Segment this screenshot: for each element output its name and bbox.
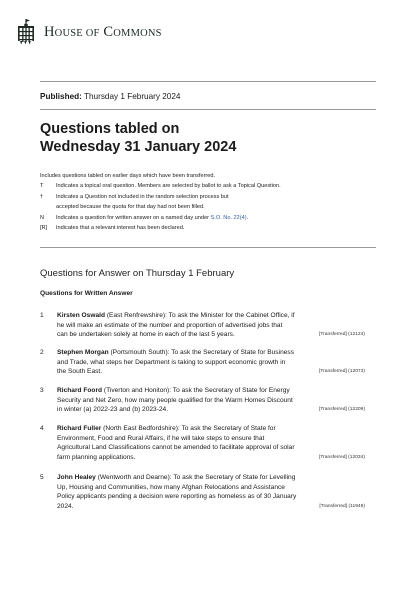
constituency: (North East Bedfordshire): [101,425,182,432]
question-text: Richard Fuller (North East Bedfordshire): To ask the Secretary of State for Environment, Food and Rural Affairs, if he will take steps to ensure that Agricultural Land Classifications cannot be amended to facilitate approval of solar farm planning applications. [Transferred] (12034) [57,425,365,462]
section-divider [40,247,376,248]
constituency: (Portsmouth South): [108,349,172,356]
question-reference: [Transferred] (12124) [318,332,365,338]
legend-item [40,213,281,224]
question-reference: [Transferred] (11949) [319,504,365,510]
constituency: (Tiverton and Honiton): [102,387,173,394]
legend-text: Indicates a topical oral question. Members are selected by ballot to ask a Topical Question. [56,183,281,189]
question-number: 4 [40,425,44,432]
member-name: Richard Fuller [57,425,102,432]
legend-symbol: T [40,183,44,189]
legend-item [40,223,281,234]
question-number: 3 [40,387,44,394]
question-text: Richard Foord (Tiverton and Honiton): To ask the Secretary of State for Energy Security and Net Zero, how many people qualified for the Warm Homes Discount in winter (a) 2022-23 and (b) 2023-24. [Transferred] (12209) [57,387,365,414]
published-divider [40,109,376,110]
question-reference: [Transferred] (12073) [318,369,365,375]
constituency: (East Renfrewshire): [105,312,169,319]
question-number: 2 [40,349,44,356]
member-name: John Healey [57,474,96,481]
legend-text-continuation: accepted because the quota for that day had not been filled. [56,204,205,211]
question-text: Kirsten Oswald (East Renfrewshire): To ask the Minister for the Cabinet Office, if he will make an estimate of the number and proportion of advertised jobs that can be undertaken solely at home in each of the last 5 years. [Transferred] (12124) [57,312,365,339]
portcullis-icon [16,19,36,45]
question-reference: [Transferred] (12209) [318,407,365,413]
question-text: Stephen Morgan (Portsmouth South): To ask the Secretary of State for Business and Trade, what steps her Department is taking to support economic growth in the South East. [Transferred] (12073) [57,349,365,376]
published-date: Thursday 1 February 2024 [81,92,181,101]
member-name: Richard Foord [57,387,103,394]
legend-symbol: [R] [40,225,48,232]
standing-order-link[interactable]: S.O. No. 22(4) [210,214,247,221]
legend-item [40,181,281,192]
question-text: John Healey (Wentworth and Dearne): To ask the Secretary of State for Levelling Up, Housing and Communities, how many Afghan Relocations and Assistance Policy applicants pending a decision were reporting as homeless as of 30 January 2024. [Transferred] (11949) [57,474,365,511]
question-item [40,311,365,340]
top-divider [40,81,376,82]
constituency: (Wentworth and Dearne): [95,474,174,481]
intro-text: Includes questions tabled on earlier days which have been transferred. [40,173,216,179]
page-title: Questions tabled on Wednesday 31 January 2024 [40,121,237,155]
published-line [40,92,180,101]
legend-text: Indicates that a relevant interest has been declared. [56,225,185,232]
published-label: Published: [40,92,82,101]
legend-symbol: † [40,193,44,200]
question-item [40,386,365,415]
question-item [40,424,365,463]
symbol-legend [40,181,281,234]
question-number: 5 [40,474,44,481]
member-name: Kirsten Oswald [57,312,106,319]
legend-text: Indicates a Question not included in the random selection process but [56,193,229,200]
question-item [40,473,365,512]
subsection-title: Questions for Written Answer [40,290,133,297]
page-header [16,19,162,45]
question-number: 1 [40,312,44,319]
member-name: Stephen Morgan [57,349,109,356]
question-reference: [Transferred] (12034) [318,455,365,461]
question-item [40,348,365,377]
legend-item [40,192,281,203]
legend-symbol: N [40,214,45,221]
legend-text: Indicates a question for written answer on a named day under S.O. No. 22(4). [56,214,249,221]
organisation-name: HOUSE OF COMMONS [44,23,162,40]
section-title: Questions for Answer on Thursday 1 February [40,268,235,279]
